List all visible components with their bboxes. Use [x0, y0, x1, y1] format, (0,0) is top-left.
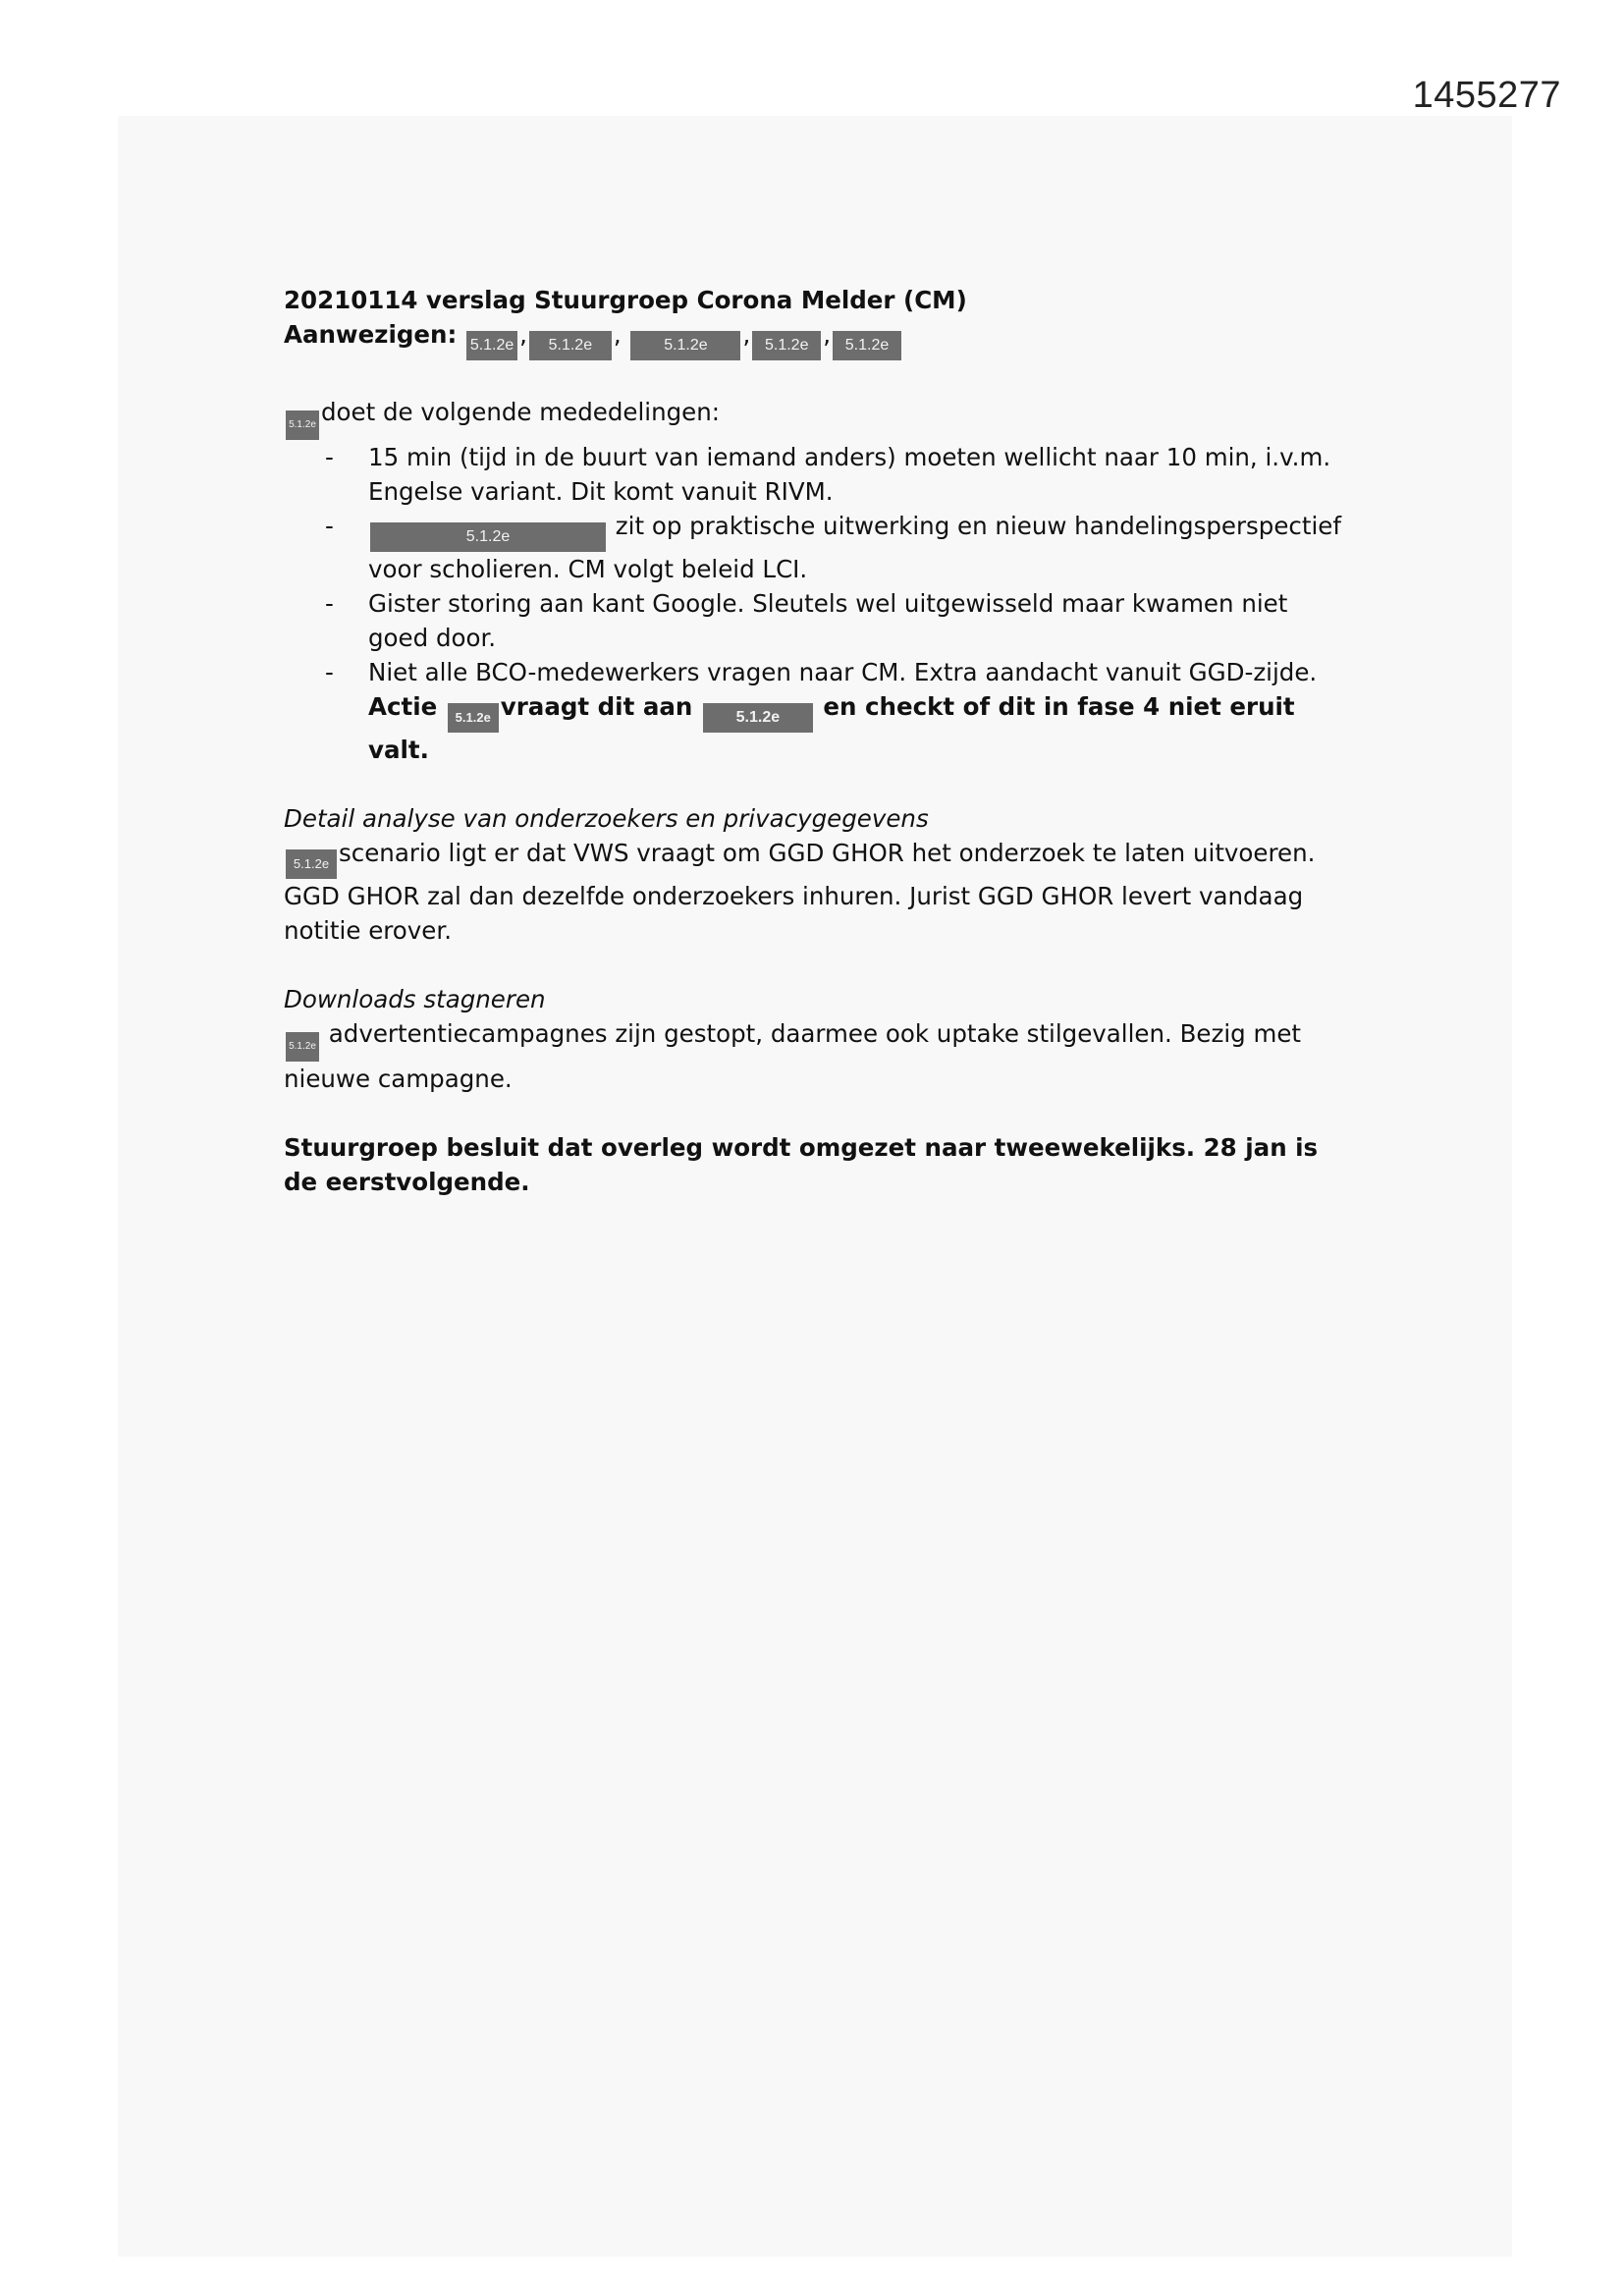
redaction-block: 5.1.2e — [448, 703, 499, 733]
announcements-list — [284, 440, 1354, 767]
attendees-label: Aanwezigen — [284, 320, 448, 349]
attendees-line: Aanwezigen: 5.1.2e , 5.1.2e , 5.1.2e , 5.1.2e , 5.1.2e — [284, 317, 1354, 360]
redaction-block: 5.1.2e — [370, 522, 606, 552]
list-item: - Niet alle BCO-medewerkers vragen naar CM. Extra aandacht vanuit GGD-zijde. Actie 5.1.2e vraagt dit aan 5.1.2e en checkt of dit in fase 4 niet eruit valt. — [325, 658, 1318, 764]
redaction-block: 5.1.2e — [630, 331, 740, 360]
redaction-block: 5.1.2e — [286, 410, 319, 440]
action-line: Actie 5.1.2e vraagt dit aan 5.1.2e en checkt of dit in fase 4 niet eruit valt. — [368, 692, 1295, 764]
announcements-intro: 5.1.2e doet de volgende mededelingen: — [284, 395, 1354, 440]
redaction-block: 5.1.2e — [529, 331, 612, 360]
list-item: - Gister storing aan kant Google. Sleutels wel uitgewisseld maar kwamen niet goed door. — [325, 589, 1288, 652]
document-number: 1455277 — [1412, 75, 1561, 116]
list-item: - 15 min (tijd in de buurt van iemand anders) moeten wellicht naar 10 min, i.v.m. Engelse variant. Dit komt vanuit RIVM. — [325, 443, 1331, 506]
section-body: 5.1.2e scenario ligt er dat VWS vraagt om GGD GHOR het onderzoek te laten uitvoeren. GGD GHOR zal dan dezelfde onderzoekers inhuren. Jurist GGD GHOR levert vandaag notitie erover. — [284, 839, 1316, 945]
document-title: 20210114 verslag Stuurgroep Corona Melder (CM) — [284, 286, 967, 314]
redaction-block: 5.1.2e — [286, 849, 337, 879]
section-heading: Detail analyse van onderzoekers en privacygegevens — [284, 804, 929, 833]
redaction-block: 5.1.2e — [752, 331, 821, 360]
redaction-block: 5.1.2e — [466, 331, 517, 360]
document-body — [284, 283, 1354, 1199]
redaction-block: 5.1.2e — [833, 331, 901, 360]
redaction-block: 5.1.2e — [286, 1032, 319, 1062]
decision-paragraph: Stuurgroep besluit dat overleg wordt omgezet naar tweewekelijks. 28 jan is de eerstvolgende. — [284, 1133, 1319, 1196]
section-heading: Downloads stagneren — [284, 985, 546, 1013]
list-item: - 5.1.2e zit op praktische uitwerking en nieuw handelingsperspectief voor scholieren. CM volgt beleid LCI. — [325, 512, 1342, 583]
section-body: 5.1.2e advertentiecampagnes zijn gestopt, daarmee ook uptake stilgevallen. Bezig met nieuwe campagne. — [284, 1019, 1302, 1093]
redaction-block: 5.1.2e — [703, 703, 813, 733]
